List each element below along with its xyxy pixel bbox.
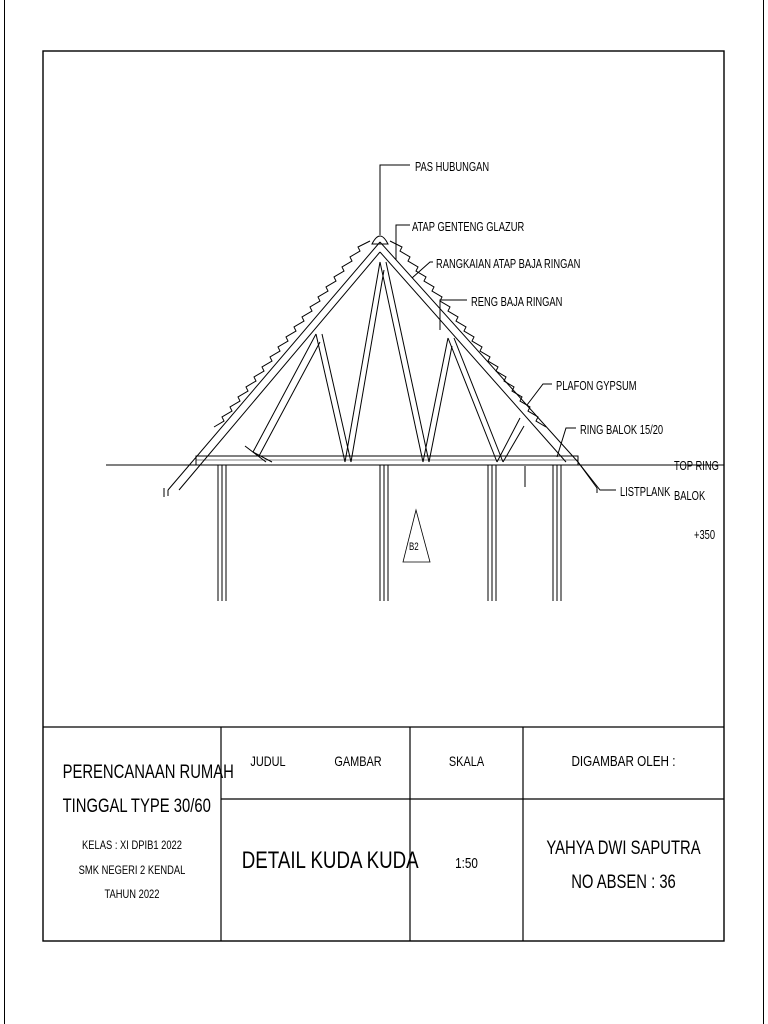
project-title-line1: PERENCANAAN RUMAH bbox=[62, 762, 234, 783]
leader-listplank bbox=[578, 462, 616, 490]
year-text: TAHUN 2022 bbox=[104, 887, 160, 901]
roof-tiles-left bbox=[214, 241, 370, 427]
rafter-left-inner bbox=[179, 252, 380, 490]
author-name: YAHYA DWI SAPUTRA bbox=[546, 838, 701, 859]
scale-value: 1:50 bbox=[455, 855, 478, 872]
leader-rangkaian bbox=[412, 262, 433, 278]
label-atap-genteng: ATAP GENTENG GLAZUR bbox=[412, 220, 525, 235]
kelas-text: KELAS : XI DPIB1 2022 bbox=[82, 838, 182, 852]
digambar-header: DIGAMBAR OLEH : bbox=[571, 753, 676, 770]
label-plafon: PLAFON GYPSUM bbox=[556, 379, 637, 394]
rafter-right-inner bbox=[380, 252, 566, 462]
project-title-line2: TINGGAL TYPE 30/60 bbox=[62, 796, 211, 817]
label-rangkaian: RANGKAIAN ATAP BAJA RINGAN bbox=[436, 257, 581, 272]
label-pas-hubungan: PAS HUBUNGAN bbox=[415, 160, 490, 175]
label-elevation: +350 bbox=[694, 528, 716, 543]
label-ring-balok: RING BALOK 15/20 bbox=[580, 423, 664, 438]
drawing-title: DETAIL KUDA KUDA bbox=[241, 847, 419, 874]
rafter-left-outer bbox=[168, 242, 380, 490]
judul-header: JUDUL bbox=[250, 753, 286, 769]
ridge-cap bbox=[372, 236, 388, 244]
leader-plafon bbox=[527, 384, 552, 405]
label-reng: RENG BAJA RINGAN bbox=[471, 295, 563, 310]
leader-lines bbox=[380, 165, 724, 490]
label-top-ring-1: TOP RING bbox=[674, 459, 719, 474]
label-marker: B2 bbox=[409, 540, 419, 554]
absen-number: NO ABSEN : 36 bbox=[571, 872, 676, 893]
school-text: SMK NEGERI 2 KENDAL bbox=[78, 863, 186, 877]
rafter-right-outer bbox=[380, 242, 581, 462]
label-top-ring-2: BALOK bbox=[674, 489, 706, 504]
leader-atap-genteng bbox=[396, 225, 410, 260]
gambar-header: GAMBAR bbox=[334, 753, 382, 769]
ring-balok-beam bbox=[196, 456, 578, 465]
section-marker bbox=[403, 510, 430, 562]
skala-header: SKALA bbox=[448, 753, 485, 769]
label-listplank: LISTPLANK bbox=[620, 485, 671, 500]
